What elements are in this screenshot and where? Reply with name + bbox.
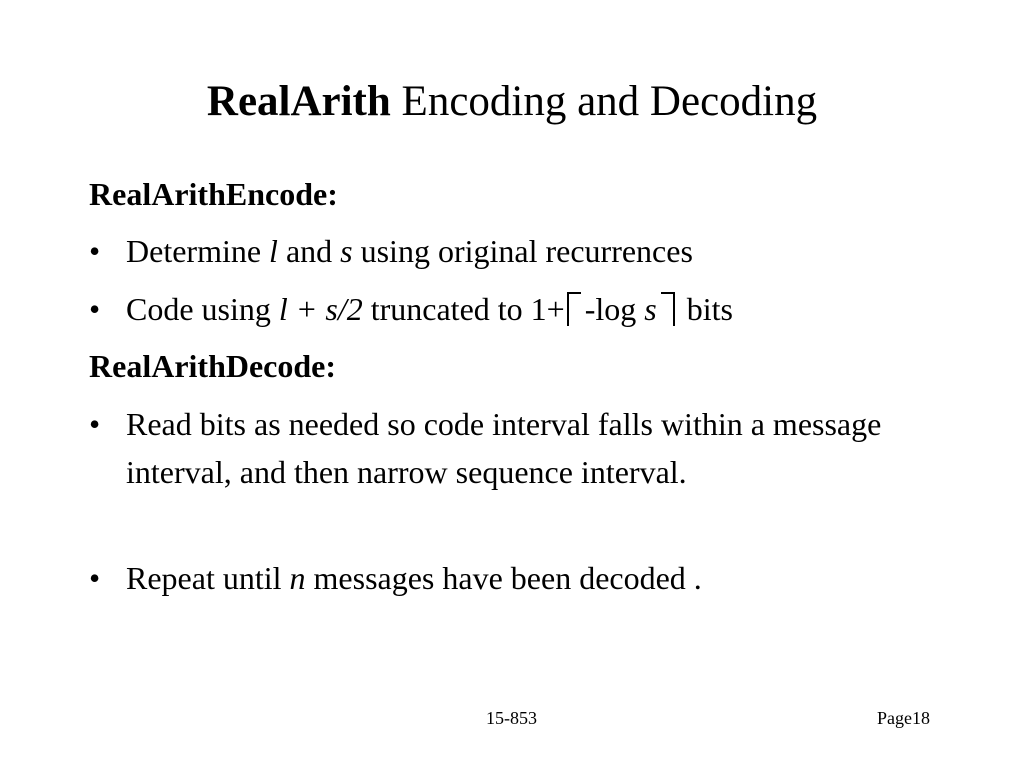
encode-heading: RealArithEncode: [89, 176, 338, 212]
slide-title [0, 74, 1024, 130]
slide-title-bold: RealArith [206, 78, 391, 125]
bullet-text [126, 285, 939, 333]
variable-n: n [289, 560, 306, 596]
slide-title-rest: Encoding and Decoding [390, 78, 818, 125]
bullet-text [126, 554, 939, 602]
bullet-text [126, 227, 939, 275]
footer-course: 15-853 [486, 708, 537, 728]
bullet-text-part: Repeat until [126, 560, 290, 596]
bullet-text-part: Determine [126, 233, 270, 269]
ceiling-right-icon [661, 292, 675, 326]
bullet-dot: • [89, 291, 101, 327]
bullet-item [89, 400, 939, 496]
formula-midpoint: l + s/2 [278, 291, 363, 327]
variable-s: s [340, 233, 353, 269]
bullet-text-part: Code using [126, 291, 279, 327]
bullet-text-part: using original recurrences [352, 233, 693, 269]
bullet-text-part: bits [678, 291, 733, 327]
ceiling-left-icon [567, 292, 581, 326]
footer-page-number: Page18 [877, 708, 930, 728]
bullet-item [89, 285, 939, 333]
bullet-text-part: -log [584, 291, 645, 327]
bullet-dot: • [89, 406, 101, 442]
bullet-text-part: and [277, 233, 341, 269]
bullet-dot: • [89, 560, 101, 596]
bullet-text-part: messages have been decoded . [305, 560, 702, 596]
bullet-item [89, 554, 939, 602]
bullet-text-part: truncated to 1+ [362, 291, 565, 327]
variable-l: l [269, 233, 278, 269]
bullet-text: Read bits as needed so code interval falls within a message interval, and then narrow sequence interval. [126, 406, 882, 490]
decode-heading: RealArithDecode: [89, 348, 337, 384]
variable-s: s [644, 291, 657, 327]
bullet-item [89, 227, 939, 275]
bullet-dot: • [89, 233, 101, 269]
